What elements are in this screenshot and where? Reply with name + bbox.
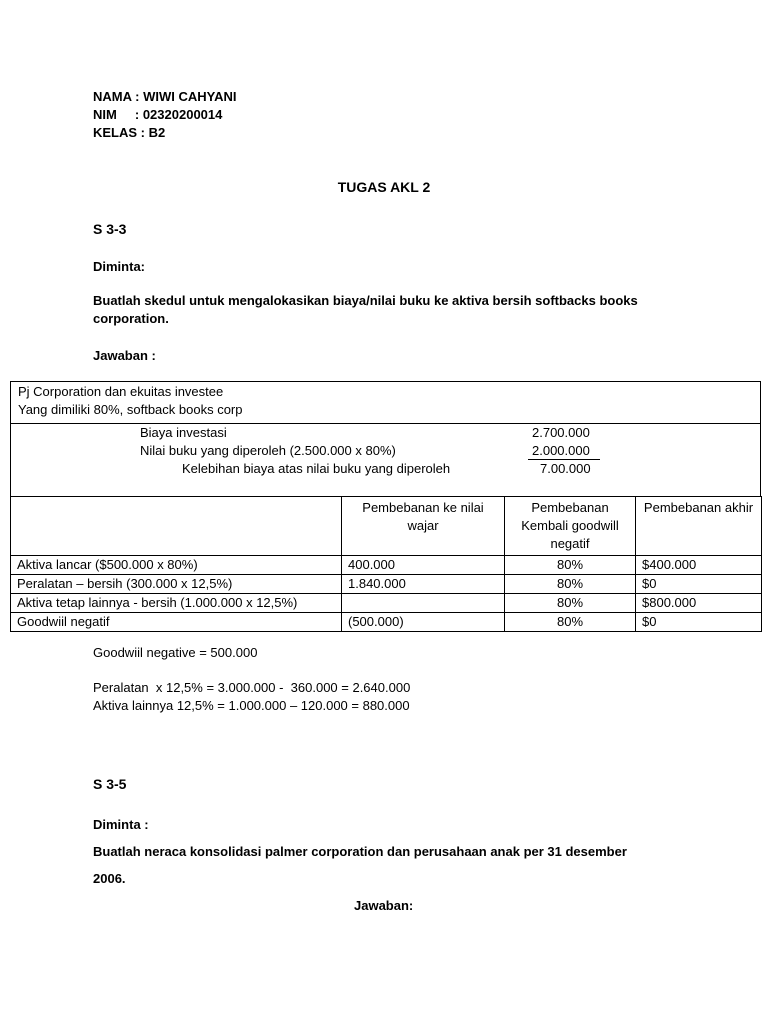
table-row [11,575,762,594]
calc-value-book-value: 2.000.000 [532,443,590,458]
calc-label-excess: Kelebihan biaya atas nilai buku yang diperoleh [182,461,451,476]
s35-instruction-line-1: Buatlah neraca konsolidasi palmer corporation dan perusahaan anak per 31 desember [93,844,627,859]
section-heading-s33: S 3-3 [93,221,127,237]
table-header-cell: Pembebanan ke nilai wajar [342,497,505,556]
note-peralatan: Peralatan x 12,5% = 3.000.000 - 360.000 = 2.640.000 [93,680,411,695]
calc-label-book-value: Nilai buku yang diperoleh (2.500.000 x 80%) [140,443,396,458]
table-row [11,556,762,575]
allocation-table [10,496,762,632]
note-goodwill: Goodwiil negative = 500.000 [93,645,258,660]
table-cell: 80% [505,556,636,575]
table-header-cell: Pembebanan Kembali goodwill negatif [505,497,636,556]
table-cell: Aktiva lancar ($500.000 x 80%) [11,556,342,575]
student-name: NAMA : WIWI CAHYANI [93,89,237,104]
table-cell: $0 [636,575,762,594]
s33-diminta-label: Diminta: [93,259,145,274]
schedule-title-box [10,381,761,424]
calc-label-investment: Biaya investasi [140,425,227,440]
calculation-box [10,423,761,497]
table-cell: 80% [505,594,636,613]
table-header-row [11,497,762,556]
note-aktiva-lainnya: Aktiva lainnya 12,5% = 1.000.000 – 120.000 = 880.000 [93,698,410,713]
table-cell: 80% [505,575,636,594]
s33-instruction: Buatlah skedul untuk mengalokasikan biaya/nilai buku ke aktiva bersih softbacks books corporation. [93,293,638,326]
s35-diminta-label: Diminta : [93,817,149,832]
page-title: TUGAS AKL 2 [337,179,431,195]
table-cell: 400.000 [342,556,505,575]
table-cell [342,594,505,613]
calc-value-investment: 2.700.000 [532,425,590,440]
table-header-cell [11,497,342,556]
table-cell: Peralatan – bersih (300.000 x 12,5%) [11,575,342,594]
table-cell: Goodwiil negatif [11,613,342,632]
s35-jawaban-label: Jawaban: [354,898,414,913]
s35-instruction-line-2: 2006. [93,871,126,886]
table-cell: $800.000 [636,594,762,613]
section-heading-s35: S 3-5 [93,776,127,792]
table-cell: (500.000) [342,613,505,632]
table-cell: Aktiva tetap lainnya - bersih (1.000.000 x 12,5%) [11,594,342,613]
table-cell: $400.000 [636,556,762,575]
table-row [11,613,762,632]
table-header-cell: Pembebanan akhir [636,497,762,556]
student-class: KELAS : B2 [93,125,166,140]
table-cell: 80% [505,613,636,632]
table-cell: $0 [636,613,762,632]
table-cell: 1.840.000 [342,575,505,594]
student-nim: NIM : 02320200014 [93,107,223,122]
schedule-title-line-1: Pj Corporation dan ekuitas investee [18,384,224,399]
s33-jawaban-label: Jawaban : [93,348,156,363]
table-row [11,594,762,613]
schedule-title-line-2: Yang dimiliki 80%, softback books corp [18,402,243,417]
calc-value-excess: 7.00.000 [540,461,591,476]
